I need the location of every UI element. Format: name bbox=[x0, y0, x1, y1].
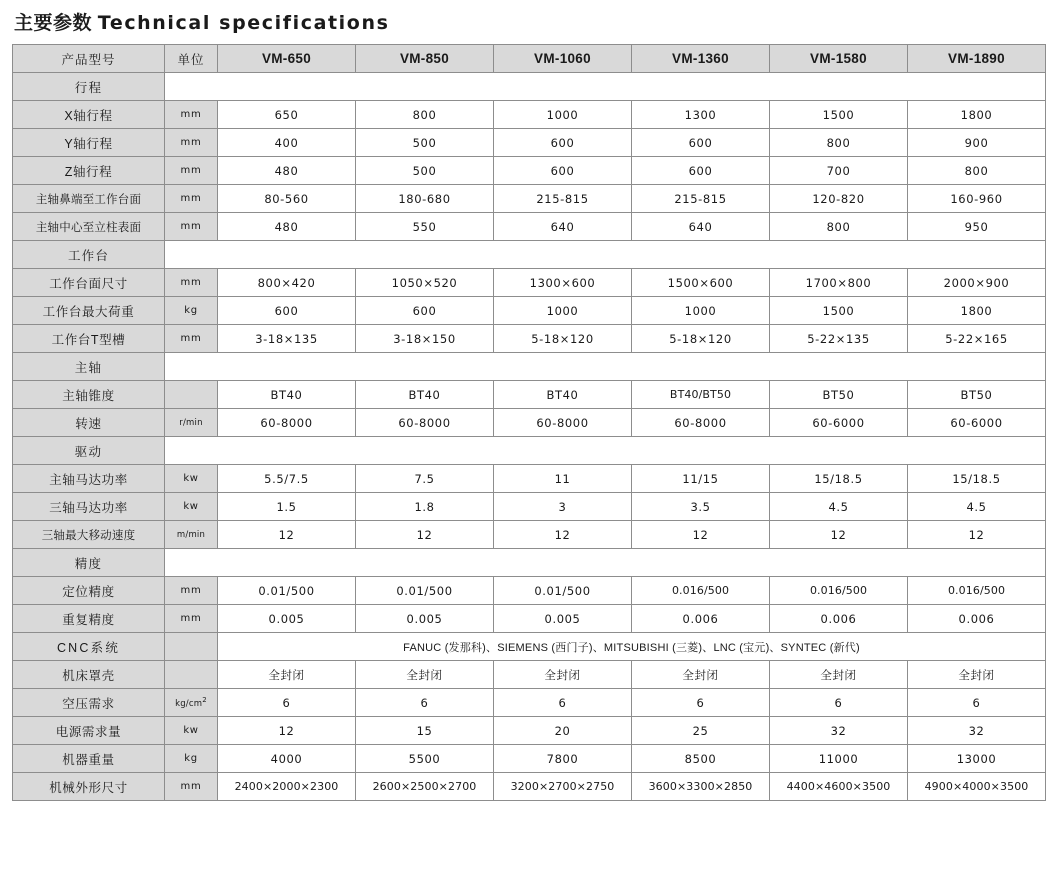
row-unit: mm bbox=[165, 773, 218, 801]
row-value: 1.8 bbox=[356, 493, 494, 521]
row-label: 主轴中心至立柱表面 bbox=[13, 213, 165, 241]
row-value: 60-8000 bbox=[494, 409, 632, 437]
section-filler bbox=[165, 549, 1046, 577]
row-value: 6 bbox=[218, 689, 356, 717]
row-value: 1800 bbox=[908, 101, 1046, 129]
section-title: 精度 bbox=[13, 549, 165, 577]
row-value: 2000×900 bbox=[908, 269, 1046, 297]
row-label: Z轴行程 bbox=[13, 157, 165, 185]
row-value: 500 bbox=[356, 157, 494, 185]
row-value: 800 bbox=[770, 129, 908, 157]
row-value: 5500 bbox=[356, 745, 494, 773]
header-model-4: VM-1360 bbox=[632, 45, 770, 73]
row-unit: mm bbox=[165, 129, 218, 157]
row-value: 800 bbox=[908, 157, 1046, 185]
table-row bbox=[13, 157, 1046, 185]
row-label: 电源需求量 bbox=[13, 717, 165, 745]
header-model-3: VM-1060 bbox=[494, 45, 632, 73]
table-row bbox=[13, 465, 1046, 493]
row-value: 120-820 bbox=[770, 185, 908, 213]
row-value: 7.5 bbox=[356, 465, 494, 493]
row-value: 4.5 bbox=[908, 493, 1046, 521]
section-filler bbox=[165, 353, 1046, 381]
row-value: 0.016/500 bbox=[632, 577, 770, 605]
row-value: 1800 bbox=[908, 297, 1046, 325]
row-unit: $kg/cm^2$ bbox=[165, 689, 218, 717]
header-unit: 单位 bbox=[165, 45, 218, 73]
row-label: X轴行程 bbox=[13, 101, 165, 129]
row-label: 空压需求 bbox=[13, 689, 165, 717]
row-value: BT50 bbox=[770, 381, 908, 409]
row-value: 3-18×150 bbox=[356, 325, 494, 353]
row-value: 4000 bbox=[218, 745, 356, 773]
row-value: 32 bbox=[908, 717, 1046, 745]
table-row bbox=[13, 409, 1046, 437]
row-unit: m/min bbox=[165, 521, 218, 549]
row-value: 5.5/7.5 bbox=[218, 465, 356, 493]
row-value: 60-8000 bbox=[218, 409, 356, 437]
row-value: 12 bbox=[356, 521, 494, 549]
row-value: 600 bbox=[494, 157, 632, 185]
header-product-model: 产品型号 bbox=[13, 45, 165, 73]
row-value: BT40 bbox=[218, 381, 356, 409]
row-value: 3 bbox=[494, 493, 632, 521]
row-value: 全封闭 bbox=[494, 661, 632, 689]
row-unit: mm bbox=[165, 269, 218, 297]
row-value: 0.005 bbox=[494, 605, 632, 633]
row-value: BT40 bbox=[356, 381, 494, 409]
row-label: 三轴最大移动速度 bbox=[13, 521, 165, 549]
row-unit: mm bbox=[165, 213, 218, 241]
row-value: 1000 bbox=[632, 297, 770, 325]
row-unit: mm bbox=[165, 605, 218, 633]
table-row bbox=[13, 213, 1046, 241]
row-value: 600 bbox=[218, 297, 356, 325]
row-value: 640 bbox=[632, 213, 770, 241]
cnc-row bbox=[13, 633, 1046, 661]
row-value: BT40/BT50 bbox=[632, 381, 770, 409]
row-value: 1500×600 bbox=[632, 269, 770, 297]
table-row bbox=[13, 325, 1046, 353]
row-value: 180-680 bbox=[356, 185, 494, 213]
row-value: 1300 bbox=[632, 101, 770, 129]
row-value: 11 bbox=[494, 465, 632, 493]
row-value: 1050×520 bbox=[356, 269, 494, 297]
table-row bbox=[13, 689, 1046, 717]
row-unit: mm bbox=[165, 101, 218, 129]
row-value: 3.5 bbox=[632, 493, 770, 521]
row-value: 全封闭 bbox=[218, 661, 356, 689]
row-value: 60-8000 bbox=[632, 409, 770, 437]
row-unit: mm bbox=[165, 577, 218, 605]
row-value: 6 bbox=[632, 689, 770, 717]
row-value: 400 bbox=[218, 129, 356, 157]
table-row bbox=[13, 605, 1046, 633]
row-value: 500 bbox=[356, 129, 494, 157]
row-unit: kw bbox=[165, 493, 218, 521]
row-value: 700 bbox=[770, 157, 908, 185]
row-value: 25 bbox=[632, 717, 770, 745]
cnc-value: FANUC (发那科)、SIEMENS (西门子)、MITSUBISHI (三菱)、LNC (宝元)、SYNTEC (新代) bbox=[218, 633, 1046, 661]
row-value: 0.005 bbox=[218, 605, 356, 633]
row-label: 主轴马达功率 bbox=[13, 465, 165, 493]
row-value: 600 bbox=[632, 157, 770, 185]
section-row bbox=[13, 241, 1046, 269]
row-value: 15 bbox=[356, 717, 494, 745]
row-unit: mm bbox=[165, 185, 218, 213]
header-model-6: VM-1890 bbox=[908, 45, 1046, 73]
row-value: 7800 bbox=[494, 745, 632, 773]
row-value: 1500 bbox=[770, 297, 908, 325]
row-value: 1500 bbox=[770, 101, 908, 129]
section-title: 行程 bbox=[13, 73, 165, 101]
row-label: 主轴锥度 bbox=[13, 381, 165, 409]
row-value: 6 bbox=[770, 689, 908, 717]
row-value: 2600×2500×2700 bbox=[356, 773, 494, 801]
row-value: 650 bbox=[218, 101, 356, 129]
section-row bbox=[13, 73, 1046, 101]
row-value: 550 bbox=[356, 213, 494, 241]
row-value: 60-6000 bbox=[770, 409, 908, 437]
row-label: 转速 bbox=[13, 409, 165, 437]
table-row bbox=[13, 773, 1046, 801]
table-row bbox=[13, 521, 1046, 549]
page-title-en: Technical specifications bbox=[97, 12, 390, 34]
technical-specifications-table bbox=[12, 44, 1046, 801]
row-value: 15/18.5 bbox=[770, 465, 908, 493]
row-value: 215-815 bbox=[632, 185, 770, 213]
row-value: 8500 bbox=[632, 745, 770, 773]
row-value: 800×420 bbox=[218, 269, 356, 297]
page-title bbox=[14, 8, 1049, 35]
row-value: 5-18×120 bbox=[632, 325, 770, 353]
row-value: 0.01/500 bbox=[218, 577, 356, 605]
row-value: 4400×4600×3500 bbox=[770, 773, 908, 801]
row-value: 4.5 bbox=[770, 493, 908, 521]
table-header-row bbox=[13, 45, 1046, 73]
row-value: 0.01/500 bbox=[356, 577, 494, 605]
row-value: 1.5 bbox=[218, 493, 356, 521]
row-value: 800 bbox=[356, 101, 494, 129]
row-value: 6 bbox=[494, 689, 632, 717]
row-value: 12 bbox=[908, 521, 1046, 549]
row-value: 3600×3300×2850 bbox=[632, 773, 770, 801]
section-filler bbox=[165, 73, 1046, 101]
row-value: 480 bbox=[218, 213, 356, 241]
header-model-5: VM-1580 bbox=[770, 45, 908, 73]
row-value: 全封闭 bbox=[770, 661, 908, 689]
row-value: 1300×600 bbox=[494, 269, 632, 297]
row-unit: kg bbox=[165, 297, 218, 325]
row-value: 15/18.5 bbox=[908, 465, 1046, 493]
row-value: 600 bbox=[632, 129, 770, 157]
row-value: 60-6000 bbox=[908, 409, 1046, 437]
row-value: 1000 bbox=[494, 297, 632, 325]
row-unit: r/min bbox=[165, 409, 218, 437]
table-row bbox=[13, 297, 1046, 325]
section-filler bbox=[165, 437, 1046, 465]
row-label: Y轴行程 bbox=[13, 129, 165, 157]
row-value: 0.005 bbox=[356, 605, 494, 633]
row-value: 160-960 bbox=[908, 185, 1046, 213]
row-value: BT40 bbox=[494, 381, 632, 409]
table-row bbox=[13, 717, 1046, 745]
row-value: 11/15 bbox=[632, 465, 770, 493]
table-row bbox=[13, 493, 1046, 521]
row-value: 1000 bbox=[494, 101, 632, 129]
row-unit bbox=[165, 381, 218, 409]
row-label: 工作台最大荷重 bbox=[13, 297, 165, 325]
row-value: 0.01/500 bbox=[494, 577, 632, 605]
row-label: 三轴马达功率 bbox=[13, 493, 165, 521]
row-label: 主轴鼻端至工作台面 bbox=[13, 185, 165, 213]
row-value: 480 bbox=[218, 157, 356, 185]
row-value: 640 bbox=[494, 213, 632, 241]
row-value: 12 bbox=[770, 521, 908, 549]
row-value: 600 bbox=[494, 129, 632, 157]
table-row bbox=[13, 129, 1046, 157]
row-value: 12 bbox=[218, 521, 356, 549]
row-value: 11000 bbox=[770, 745, 908, 773]
row-unit: kw bbox=[165, 717, 218, 745]
row-value: 6 bbox=[356, 689, 494, 717]
row-value: BT50 bbox=[908, 381, 1046, 409]
row-value: 32 bbox=[770, 717, 908, 745]
row-value: 0.016/500 bbox=[908, 577, 1046, 605]
row-unit bbox=[165, 661, 218, 689]
page-title-cn: 主要参数 bbox=[14, 13, 93, 34]
row-value: 2400×2000×2300 bbox=[218, 773, 356, 801]
row-value: 600 bbox=[356, 297, 494, 325]
row-label: 机械外形尺寸 bbox=[13, 773, 165, 801]
row-value: 20 bbox=[494, 717, 632, 745]
header-model-2: VM-850 bbox=[356, 45, 494, 73]
row-value: 3-18×135 bbox=[218, 325, 356, 353]
table-row bbox=[13, 269, 1046, 297]
table-row bbox=[13, 661, 1046, 689]
row-label: 定位精度 bbox=[13, 577, 165, 605]
row-value: 12 bbox=[494, 521, 632, 549]
row-value: 950 bbox=[908, 213, 1046, 241]
row-label: 机器重量 bbox=[13, 745, 165, 773]
row-value: 6 bbox=[908, 689, 1046, 717]
row-value: 全封闭 bbox=[908, 661, 1046, 689]
section-filler bbox=[165, 241, 1046, 269]
cnc-unit bbox=[165, 633, 218, 661]
section-row bbox=[13, 353, 1046, 381]
row-unit: kg bbox=[165, 745, 218, 773]
row-value: 800 bbox=[770, 213, 908, 241]
row-value: 12 bbox=[218, 717, 356, 745]
row-value: 60-8000 bbox=[356, 409, 494, 437]
row-value: 3200×2700×2750 bbox=[494, 773, 632, 801]
section-title: 驱动 bbox=[13, 437, 165, 465]
row-value: 0.016/500 bbox=[770, 577, 908, 605]
section-row bbox=[13, 437, 1046, 465]
table-row bbox=[13, 185, 1046, 213]
row-label: 重复精度 bbox=[13, 605, 165, 633]
header-model-1: VM-650 bbox=[218, 45, 356, 73]
row-value: 900 bbox=[908, 129, 1046, 157]
row-label: 机床罩壳 bbox=[13, 661, 165, 689]
row-unit: mm bbox=[165, 157, 218, 185]
row-value: 5-22×135 bbox=[770, 325, 908, 353]
row-value: 5-18×120 bbox=[494, 325, 632, 353]
row-value: 4900×4000×3500 bbox=[908, 773, 1046, 801]
row-value: 1700×800 bbox=[770, 269, 908, 297]
row-value: 5-22×165 bbox=[908, 325, 1046, 353]
row-value: 80-560 bbox=[218, 185, 356, 213]
row-value: 全封闭 bbox=[356, 661, 494, 689]
row-value: 13000 bbox=[908, 745, 1046, 773]
row-label: 工作台面尺寸 bbox=[13, 269, 165, 297]
cnc-label: CNC系统 bbox=[13, 633, 165, 661]
table-row bbox=[13, 101, 1046, 129]
section-title: 工作台 bbox=[13, 241, 165, 269]
row-value: 215-815 bbox=[494, 185, 632, 213]
table-row bbox=[13, 381, 1046, 409]
row-label: 工作台T型槽 bbox=[13, 325, 165, 353]
row-value: 12 bbox=[632, 521, 770, 549]
row-value: 0.006 bbox=[908, 605, 1046, 633]
row-unit: kw bbox=[165, 465, 218, 493]
row-value: 0.006 bbox=[770, 605, 908, 633]
section-title: 主轴 bbox=[13, 353, 165, 381]
section-row bbox=[13, 549, 1046, 577]
row-value: 全封闭 bbox=[632, 661, 770, 689]
table-row bbox=[13, 745, 1046, 773]
table-row bbox=[13, 577, 1046, 605]
row-value: 0.006 bbox=[632, 605, 770, 633]
row-unit: mm bbox=[165, 325, 218, 353]
